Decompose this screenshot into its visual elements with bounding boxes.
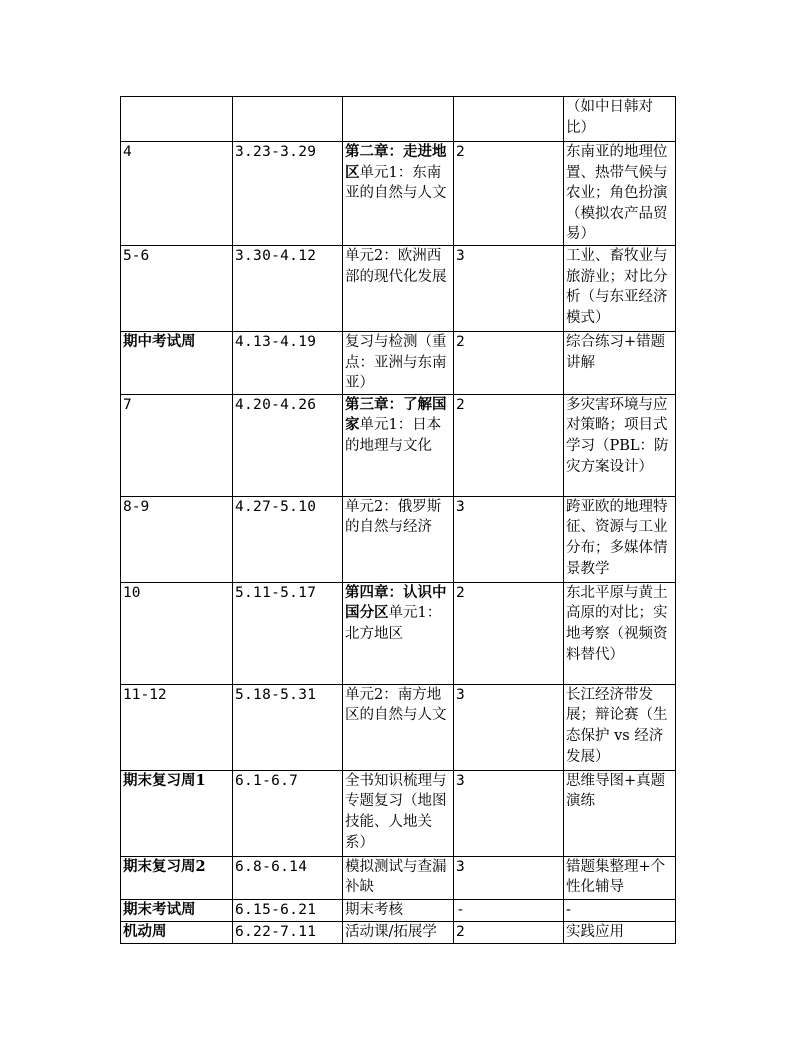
hours-cell: 2 [454,582,564,684]
hours-cell: 3 [454,684,564,770]
week-cell: 11-12 [121,684,233,770]
unit-title: 全书知识梳理与专题复习（地图技能、人地关系） [345,772,447,851]
hours-cell: 2 [454,921,564,943]
week-cell: 期末复习周1 [121,770,233,856]
hours-cell: 2 [454,142,564,246]
date-cell: 5.18-5.31 [233,684,343,770]
unit-title: 单元1：北方地区 [345,605,442,642]
method-cell: 实践应用 [564,921,676,943]
table-row [121,331,676,394]
unit-title: 复习与检测（重点：亚洲与东南亚） [345,333,447,392]
week-cell: 7 [121,394,233,496]
date-cell: 5.11-5.17 [233,582,343,684]
content-cell [343,245,454,331]
hours-cell [454,97,564,142]
chapter-title: 第三章：了解国家 [345,395,447,434]
content-cell [343,142,454,246]
date-cell: 6.15-6.21 [233,899,343,921]
week-cell: 4 [121,142,233,246]
content-cell [343,496,454,582]
table-row [121,97,676,142]
method-cell: 工业、畜牧业与旅游业；对比分析（与东亚经济模式） [564,245,676,331]
date-cell: 6.8-6.14 [233,856,343,899]
table-row [121,496,676,582]
content-cell [343,921,454,943]
table-row [121,582,676,684]
method-cell: 思维导图+真题演练 [564,770,676,856]
method-cell: - [564,899,676,921]
unit-title: 期末考核 [345,901,403,918]
content-cell [343,684,454,770]
week-cell: 机动周 [121,921,233,943]
method-cell: 多灾害环境与应对策略；项目式学习（PBL：防灾方案设计） [564,394,676,496]
method-cell: 错题集整理+个性化辅导 [564,856,676,899]
table-row [121,684,676,770]
date-cell [233,97,343,142]
table-row [121,899,676,921]
unit-title: 单元1：日本的地理与文化 [345,417,442,454]
week-cell: 10 [121,582,233,684]
content-cell [343,856,454,899]
week-cell: 5-6 [121,245,233,331]
date-cell: 3.30-4.12 [233,245,343,331]
content-cell [343,770,454,856]
date-cell: 3.23-3.29 [233,142,343,246]
table-body [121,97,676,944]
unit-title: 单元1：东南亚的自然与人文 [345,164,447,202]
teaching-schedule-table [120,96,676,944]
week-cell: 期中考试周 [121,331,233,394]
week-cell: 期末复习周2 [121,856,233,899]
week-cell [121,97,233,142]
method-cell: 东南亚的地理位置、热带气候与农业；角色扮演（模拟农产品贸易） [564,142,676,246]
hours-cell: 3 [454,496,564,582]
unit-title: 单元2：欧洲西部的现代化发展 [345,247,447,285]
hours-cell: 3 [454,770,564,856]
unit-title: 单元2：南方地区的自然与人文 [345,686,447,724]
unit-title: 单元2：俄罗斯的自然与经济 [345,498,442,536]
method-cell: 综合练习+错题讲解 [564,331,676,394]
hours-cell: 2 [454,394,564,496]
hours-cell: 2 [454,331,564,394]
content-cell [343,331,454,394]
method-cell: （如中日韩对比） [564,97,676,142]
table-row [121,921,676,943]
content-cell [343,582,454,684]
hours-cell: 3 [454,245,564,331]
table-row [121,770,676,856]
method-cell: 东北平原与黄土高原的对比；实地考察（视频资料替代） [564,582,676,684]
table-row [121,856,676,899]
method-cell: 跨亚欧的地理特征、资源与工业分布；多媒体情景教学 [564,496,676,582]
date-cell: 4.13-4.19 [233,331,343,394]
date-cell: 4.20-4.26 [233,394,343,496]
content-cell [343,97,454,142]
chapter-title: 第四章：认识中国分区 [345,583,447,622]
hours-cell: 3 [454,856,564,899]
date-cell: 4.27-5.10 [233,496,343,582]
table-row [121,394,676,496]
chapter-title: 第二章：走进地区 [345,143,447,181]
hours-cell: - [454,899,564,921]
unit-title: 活动课/拓展学 [345,923,437,940]
method-cell: 长江经济带发展；辩论赛（生态保护 vs 经济发展） [564,684,676,770]
date-cell: 6.22-7.11 [233,921,343,943]
unit-title: 模拟测试与查漏补缺 [345,858,447,896]
table-row [121,245,676,331]
table-row [121,142,676,246]
week-cell: 8-9 [121,496,233,582]
date-cell: 6.1-6.7 [233,770,343,856]
content-cell [343,394,454,496]
content-cell [343,899,454,921]
week-cell: 期末考试周 [121,899,233,921]
